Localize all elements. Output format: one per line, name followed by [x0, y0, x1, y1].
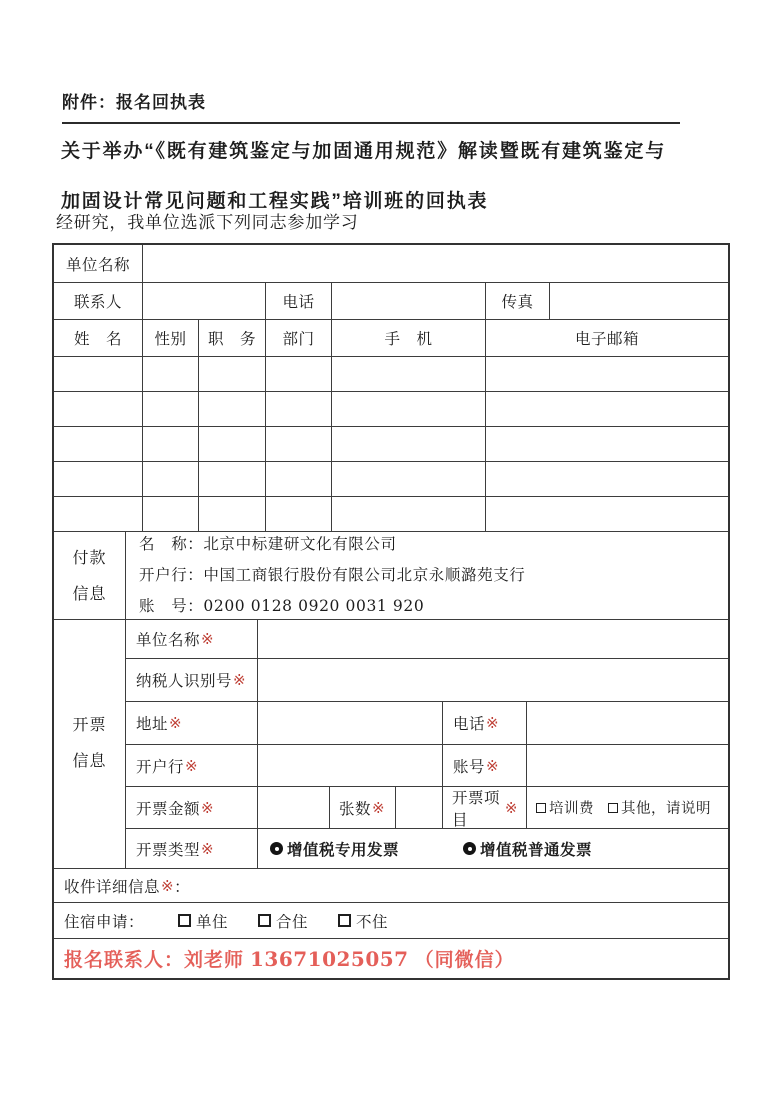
recipient-info-text: 收件详细信息: [64, 878, 161, 896]
col-header-gender: 性别: [142, 320, 198, 356]
invoice-subrows: [125, 620, 728, 868]
contact-label: 联系人: [73, 293, 122, 311]
attendee-title-cell[interactable]: [198, 462, 265, 496]
invoice-info-section: [54, 619, 728, 868]
invoice-phone-input-cell[interactable]: [526, 702, 728, 744]
payment-bank-line: [139, 560, 728, 591]
invoice-phone-label: [442, 702, 526, 744]
invoice-sheets-input-cell[interactable]: [395, 787, 442, 828]
invoice-address-row: [126, 701, 728, 744]
invoice-type-option-special-label: 增值税专用发票: [287, 841, 400, 859]
attendee-empty-row: [54, 496, 728, 531]
lodging-option-single-label: 单住: [196, 913, 229, 931]
attendee-department-cell[interactable]: [265, 357, 331, 391]
signup-contact-phone: 13671025057: [250, 946, 409, 971]
invoice-account-text: 账号: [453, 758, 486, 776]
intro-sentence: 经研究，我单位选派下列同志参加学习: [56, 213, 359, 232]
required-mark-icon: ※: [372, 799, 386, 817]
checkbox-icon[interactable]: [338, 914, 351, 927]
invoice-type-options-cell: [257, 829, 728, 868]
required-mark-icon: ※: [161, 877, 175, 895]
required-mark-icon: ※: [185, 757, 199, 775]
attendee-department-cell[interactable]: [265, 392, 331, 426]
attendee-empty-row: [54, 426, 728, 461]
heading-line-1: 关于举办“《既有建筑鉴定与加固通用规范》解读暨既有建筑鉴定与: [61, 141, 667, 162]
lodging-option-none[interactable]: [338, 910, 388, 932]
invoice-amount-row: [126, 786, 728, 828]
required-mark-icon: ※: [504, 799, 518, 817]
invoice-bank-row: [126, 744, 728, 786]
attendee-mobile-cell[interactable]: [331, 392, 485, 426]
attendee-email-cell[interactable]: [485, 462, 728, 496]
phone-label: 电话: [265, 283, 331, 319]
registration-form-table: [52, 243, 730, 980]
required-mark-icon: ※: [201, 631, 215, 648]
required-mark-icon: ※: [486, 715, 500, 732]
col-header-email: 电子邮箱: [485, 320, 728, 356]
recipient-info-colon: ：: [174, 878, 191, 896]
lodging-label: 住宿申请：: [64, 913, 145, 931]
attendee-gender-cell[interactable]: [142, 392, 198, 426]
payment-name-label: 名 称：: [139, 535, 204, 553]
attendee-rows-container: [54, 356, 728, 531]
invoice-address-input-cell[interactable]: [257, 702, 442, 744]
col-header-mobile: 手 机: [331, 320, 485, 356]
invoice-tax-id-text: 纳税人识别号: [136, 673, 233, 690]
invoice-item-options-cell: [526, 787, 728, 828]
attendee-department-cell[interactable]: [265, 462, 331, 496]
invoice-item-text: 开票项目: [452, 789, 501, 828]
lodging-option-shared[interactable]: [258, 910, 308, 932]
attendee-name-cell[interactable]: [54, 462, 142, 496]
attendee-mobile-cell[interactable]: [331, 427, 485, 461]
payment-account-number-line: [139, 591, 728, 622]
invoice-item-option-training-label: 培训费: [549, 801, 594, 817]
payment-label-line2: 信息: [72, 583, 107, 603]
lodging-option-shared-label: 合住: [276, 913, 309, 931]
invoice-item-option-training[interactable]: [536, 797, 594, 818]
payment-name-value: 北京中标建研文化有限公司: [203, 535, 397, 553]
invoice-address-label: [126, 702, 257, 744]
checkbox-icon[interactable]: [258, 914, 271, 927]
invoice-item-label: [442, 787, 526, 828]
attendee-title-cell[interactable]: [198, 427, 265, 461]
required-mark-icon: ※: [486, 757, 500, 775]
radio-bullet-icon[interactable]: [463, 842, 476, 855]
required-mark-icon: ※: [201, 799, 215, 817]
col-header-name: 姓 名: [73, 330, 122, 348]
attendee-empty-row: [54, 391, 728, 426]
invoice-type-option-general[interactable]: [463, 838, 592, 860]
attendee-title-cell[interactable]: [198, 392, 265, 426]
heading-line-2: 加固设计常见问题和工程实践”培训班的回执表: [61, 191, 489, 212]
payment-details: [125, 532, 728, 619]
fax-input-cell[interactable]: [549, 283, 728, 319]
invoice-section-label: [54, 620, 125, 868]
attendee-name-cell[interactable]: [54, 427, 142, 461]
invoice-unit-name-input-cell[interactable]: [257, 620, 728, 658]
invoice-bank-text: 开户行: [136, 758, 185, 776]
signup-contact-cell: [54, 939, 728, 978]
payment-bank-label: 开户行：: [139, 566, 204, 584]
attendee-department-cell[interactable]: [265, 427, 331, 461]
attendee-empty-row: [54, 461, 728, 496]
invoice-sheets-label: [329, 787, 395, 828]
invoice-bank-input-cell[interactable]: [257, 745, 442, 786]
lodging-row: [54, 902, 728, 938]
attendee-name-cell[interactable]: [54, 357, 142, 391]
invoice-unit-name-label: [126, 620, 257, 658]
invoice-address-text: 地址: [136, 716, 169, 733]
attendee-name-cell[interactable]: [54, 497, 142, 531]
invoice-amount-input-cell[interactable]: [257, 787, 329, 828]
required-mark-icon: ※: [233, 672, 247, 689]
signup-contact-name: 报名联系人：刘老师: [64, 950, 245, 971]
checkbox-icon[interactable]: [608, 803, 618, 813]
lodging-option-none-label: 不住: [356, 913, 389, 931]
signup-contact-row: [54, 938, 728, 978]
required-mark-icon: ※: [169, 715, 183, 732]
attendee-email-cell[interactable]: [485, 427, 728, 461]
signup-contact-wechat-note: （同微信）: [414, 950, 515, 971]
unit-name-row: [54, 245, 728, 282]
attendee-email-cell[interactable]: [485, 497, 728, 531]
contact-input-cell[interactable]: [142, 283, 265, 319]
attendee-title-cell[interactable]: [198, 497, 265, 531]
attendee-department-cell[interactable]: [265, 497, 331, 531]
phone-input-cell[interactable]: [331, 283, 485, 319]
payment-account-name-line: [139, 529, 728, 560]
unit-name-input-cell[interactable]: [142, 245, 728, 282]
recipient-info-label: [54, 869, 728, 902]
payment-bank-value: 中国工商银行股份有限公司北京永顺潞苑支行: [203, 566, 526, 584]
attendee-mobile-cell[interactable]: [331, 357, 485, 391]
recipient-info-row[interactable]: [54, 868, 728, 902]
attendee-empty-row: [54, 356, 728, 391]
lodging-cell: [54, 903, 728, 938]
invoice-tax-id-label: [126, 659, 257, 701]
attachment-title: 附件：报名回执表: [62, 88, 680, 124]
invoice-type-label: [126, 829, 257, 868]
invoice-amount-text: 开票金额: [136, 800, 201, 818]
payment-section-label: [54, 532, 125, 619]
attendee-gender-cell[interactable]: [142, 497, 198, 531]
invoice-tax-id-row: [126, 658, 728, 701]
col-header-title: 职 务: [198, 320, 265, 356]
invoice-phone-text: 电话: [453, 716, 486, 733]
col-header-department: 部门: [265, 320, 331, 356]
unit-name-label: 单位名称: [65, 255, 130, 274]
radio-bullet-icon[interactable]: [270, 842, 283, 855]
attendee-gender-cell[interactable]: [142, 462, 198, 496]
attendee-gender-cell[interactable]: [142, 427, 198, 461]
invoice-unit-name-row: [126, 620, 728, 658]
payment-label-line1: 付款: [72, 547, 107, 567]
payment-account-label: 账 号：: [139, 597, 204, 615]
invoice-tax-id-input-cell[interactable]: [257, 659, 728, 701]
attendee-mobile-cell[interactable]: [331, 462, 485, 496]
invoice-bank-label: [126, 745, 257, 786]
checkbox-icon[interactable]: [536, 803, 546, 813]
attendee-email-cell[interactable]: [485, 392, 728, 426]
attendee-mobile-cell[interactable]: [331, 497, 485, 531]
payment-info-section: [54, 531, 728, 619]
required-mark-icon: ※: [201, 840, 215, 858]
invoice-amount-label: [126, 787, 257, 828]
invoice-type-text: 开票类型: [136, 841, 201, 859]
payment-account-value: 0200 0128 0920 0031 920: [203, 597, 425, 615]
checkbox-icon[interactable]: [178, 914, 191, 927]
attendee-gender-cell[interactable]: [142, 357, 198, 391]
invoice-account-input-cell[interactable]: [526, 745, 728, 786]
attendee-name-cell[interactable]: [54, 392, 142, 426]
attendee-header-row: [54, 319, 728, 356]
invoice-label-line2: 信息: [72, 753, 107, 770]
fax-label: 传真: [485, 283, 549, 319]
invoice-type-option-special[interactable]: [270, 838, 399, 860]
invoice-account-label: [442, 745, 526, 786]
invoice-item-option-other-label: 其他，请说明: [621, 801, 711, 817]
invoice-unit-name-text: 单位名称: [136, 632, 201, 649]
attendee-title-cell[interactable]: [198, 357, 265, 391]
invoice-type-row: [126, 828, 728, 868]
lodging-option-single[interactable]: [178, 910, 228, 932]
invoice-sheets-text: 张数: [339, 800, 372, 818]
invoice-label-line1: 开票: [72, 717, 107, 734]
invoice-type-option-general-label: 增值税普通发票: [480, 841, 593, 859]
attendee-email-cell[interactable]: [485, 357, 728, 391]
invoice-item-option-other[interactable]: [608, 797, 711, 818]
contact-row: [54, 282, 728, 319]
